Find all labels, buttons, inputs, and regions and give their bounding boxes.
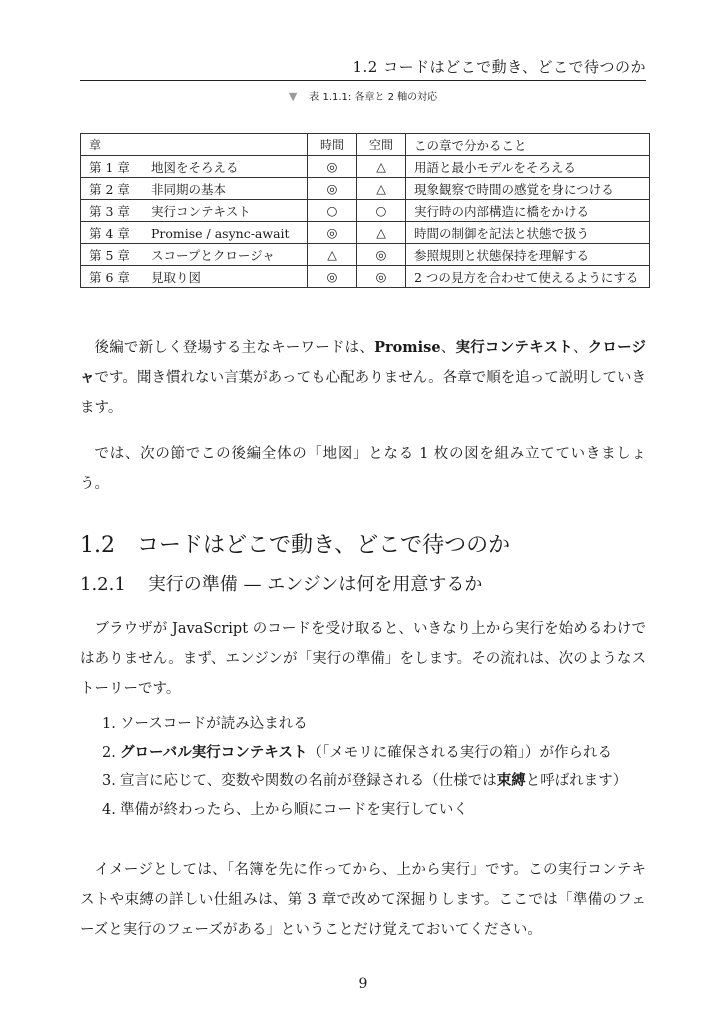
browser-paragraph: ブラウザが JavaScript のコードを受け取ると、いきなり上から実行を始めるわけではありません。まず、エンジンが「実行の準備」をします。その流れは、次のようなストーリーです。: [80, 621, 646, 697]
chapter-number: 第 4 章: [89, 225, 130, 241]
header-chapter: 章: [81, 134, 308, 156]
table-header-row: [81, 134, 650, 156]
space-cell: △: [357, 178, 406, 200]
chapter-cell: [81, 156, 308, 178]
chapter-cell: [81, 222, 308, 244]
keyword-global-context: グローバル実行コンテキスト: [120, 743, 308, 761]
triangle-down-icon: ▼: [288, 90, 298, 103]
header-rule: [80, 80, 646, 81]
space-cell: ◎: [357, 266, 406, 288]
header-learn: この章で分かること: [406, 134, 650, 156]
chapter-title: 地図をそろえる: [151, 159, 239, 175]
subsection-title: 実行の準備 — エンジンは何を用意するか: [147, 574, 483, 595]
chapter-number: 第 2 章: [89, 181, 130, 197]
section-title: コードはどこで動き、どこで待つのか: [137, 533, 511, 558]
page-number: 9: [358, 976, 368, 992]
chapter-number: 第 5 章: [89, 247, 130, 263]
table-row: [81, 178, 650, 200]
time-cell: ◎: [308, 266, 357, 288]
steps-list: [80, 710, 646, 824]
map-intro-paragraph: では、次の節でこの後編全体の「地図」となる 1 枚の図を組み立てていきましょう。: [80, 446, 646, 492]
chapter-title: Promise / async-await: [151, 225, 290, 241]
text-run: 後編で新しく登場する主なキーワードは、: [94, 340, 375, 356]
table-caption-text: 表 1.1.1: 各章と 2 軸の対応: [309, 92, 438, 103]
chapter-number: 第 6 章: [89, 269, 130, 285]
list-item: [80, 796, 646, 825]
chapter-cell: [81, 178, 308, 200]
list-text: と呼ばれます）: [525, 773, 628, 789]
list-index: 4.: [102, 801, 116, 818]
chapter-title: 実行コンテキスト: [151, 203, 251, 219]
list-text: 準備が終わったら、上から順にコードを実行していく: [120, 801, 468, 818]
text-run: です。聞き慣れない言葉があっても心配ありません。各章で順を追って説明していきます。: [80, 370, 647, 416]
text-run: 、: [440, 340, 456, 356]
chapter-number: 第 1 章: [89, 159, 130, 175]
keyword-binding: 束縛: [496, 772, 526, 789]
chapter-number: 第 3 章: [89, 203, 130, 219]
time-cell: ○: [308, 200, 357, 222]
time-cell: ◎: [308, 178, 357, 200]
subsection-heading: [80, 570, 646, 596]
list-index: 1.: [102, 716, 116, 732]
header-space: 空間: [357, 134, 406, 156]
keywords-paragraph: [80, 333, 646, 423]
section-number: 1.2: [80, 533, 115, 558]
chapter-table: [80, 133, 650, 288]
chapter-cell: [81, 266, 308, 288]
chapter-cell: [81, 244, 308, 266]
chapter-title: 非同期の基本: [151, 181, 227, 197]
list-index: 3.: [102, 773, 116, 789]
table-row: [81, 266, 650, 288]
keyword-closure: クロージャ: [80, 339, 647, 386]
subsection-number: 1.2.1: [80, 574, 126, 595]
list-text: ソースコードが読み込まれる: [120, 716, 308, 732]
running-header: 1.2 コードはどこで動き、どこで待つのか: [352, 58, 646, 76]
learn-cell: 用語と最小モデルをそろえる: [406, 156, 650, 178]
chapter-title: スコープとクロージャ: [151, 247, 275, 263]
list-item: [80, 739, 646, 768]
learn-cell: 現象観察で時間の感覚を身につける: [406, 178, 650, 200]
keyword-execution-context: 実行コンテキスト: [455, 339, 573, 356]
list-item: [80, 767, 646, 796]
learn-cell: 2 つの見方を合わせて使えるようにする: [406, 266, 650, 288]
chapter-title: 見取り図: [151, 269, 202, 285]
time-cell: △: [308, 244, 357, 266]
list-text: （「メモリに確保される実行の箱」）が作られる: [307, 744, 612, 761]
space-cell: ○: [357, 200, 406, 222]
section-heading: [80, 528, 646, 559]
chapter-cell: [81, 200, 308, 222]
space-cell: ◎: [357, 244, 406, 266]
learn-cell: 参照規則と状態保持を理解する: [406, 244, 650, 266]
table-row: [81, 222, 650, 244]
header-time: 時間: [308, 134, 357, 156]
table-row: [81, 200, 650, 222]
keyword-promise: Promise: [374, 339, 441, 356]
table-caption: [80, 88, 646, 103]
space-cell: △: [357, 156, 406, 178]
list-item: [80, 710, 646, 739]
summary-paragraph: イメージとしては、「名簿を先に作ってから、上から実行」です。この実行コンテキストや束縛の詳しい仕組みは、第 3 章で改めて深掘りします。ここでは「準備のフェーズと実行のフェーズがある」ということだけ覚えておいてください。: [80, 862, 646, 938]
text-run: 、: [572, 340, 588, 356]
list-text: 宣言に応じて、変数や関数の名前が登録される（仕様では: [120, 773, 497, 789]
time-cell: ◎: [308, 156, 357, 178]
table-row: [81, 156, 650, 178]
space-cell: △: [357, 222, 406, 244]
table-row: [81, 244, 650, 266]
learn-cell: 実行時の内部構造に橋をかける: [406, 200, 650, 222]
list-index: 2.: [102, 744, 116, 761]
time-cell: ◎: [308, 222, 357, 244]
learn-cell: 時間の制御を記法と状態で扱う: [406, 222, 650, 244]
